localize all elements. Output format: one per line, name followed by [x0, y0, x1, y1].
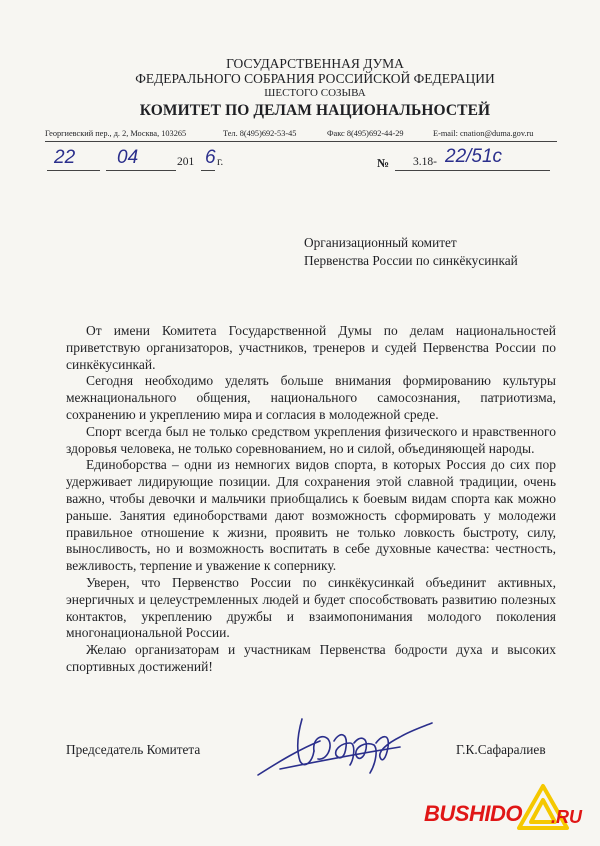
addressee-line-1: Организационный комитет: [304, 235, 457, 250]
date-month: 04: [117, 147, 139, 168]
body-paragraph: Единоборства – одни из немногих видов спорта, в которых Россия до сих пор удерживает лидирующие позиции. Для сохранения этой славной традиции, очень важно, чтобы девочки и мальчики приобщались к боевым видам спорта как можно раньше. Занятия единоборствами дают возможность сформировать у молодежи правильное отношение к жизни, проявить не только ловкость быстроту, силу, выносливость, но и возможность воспитать в себе духовные качества: честность, вежливость, терпение и уважение к сопернику.: [66, 457, 556, 574]
handwritten-signature: [250, 703, 440, 783]
committee-title: КОМИТЕТ ПО ДЕЛАМ НАЦИОНАЛЬНОСТЕЙ: [139, 102, 491, 119]
bushido-watermark: [424, 782, 600, 842]
letterhead-line-1: ГОСУДАРСТВЕННАЯ ДУМА: [226, 56, 404, 71]
body-paragraph: Сегодня необходимо уделять больше внимания формированию культуры межнационального общения, национального самосознания, патриотизма, сохранению и укреплению мира и согласия в молодежной среде.: [66, 373, 556, 422]
number-handwritten: 22/51с: [445, 146, 503, 167]
date-year-digit: 6: [205, 147, 216, 168]
contact-fax: Факс 8(495)692-44-29: [327, 129, 404, 138]
watermark-domain: .RU: [551, 807, 582, 827]
letterhead-divider: [45, 141, 557, 142]
body-paragraph: Уверен, что Первенство России по синкёкусинкай объединит активных, энергичных и целеустремленных людей и будет способствовать развитию полезных контактов, укреплению дружбы и взаимопонимания молодого поколения многонациональной России.: [66, 574, 556, 641]
watermark-brand: BUSHIDO: [424, 801, 522, 826]
body-paragraph: От имени Комитета Государственной Думы по делам национальностей приветствую организаторов, участников, тренеров и судей Первенства России по синкёкусинкай.: [66, 323, 556, 372]
date-suffix: г.: [217, 156, 224, 168]
signatory-name: Г.К.Сафаралиев: [456, 742, 546, 757]
date-day-underline: [47, 170, 100, 171]
date-month-underline: [106, 170, 176, 171]
contact-phone: Тел. 8(495)692-53-45: [223, 129, 297, 138]
letter-body: [66, 323, 556, 676]
date-day: 22: [54, 147, 76, 168]
date-year-underline: [201, 170, 215, 171]
contact-line: [45, 128, 560, 140]
contact-address: Георгиевский пер., д. 2, Москва, 103265: [45, 129, 187, 138]
signatory-title: Председатель Комитета: [66, 742, 201, 757]
date-year-prefix: 201: [177, 156, 195, 168]
letterhead-line-3: ШЕСТОГО СОЗЫВА: [264, 87, 366, 99]
body-paragraph: Желаю организаторам и участникам Первенства бодрости духа и высоких спортивных достижений!: [66, 642, 556, 674]
body-paragraph: Спорт всегда был не только средством укрепления физического и нравственного здоровья человека, не только соревнованием, но и силой, объединяющей народы.: [66, 423, 556, 456]
number-sign: №: [377, 156, 390, 170]
addressee-line-2: Первенства России по синкёкусинкай: [304, 253, 518, 268]
contact-email: E-mail: cnation@duma.gov.ru: [433, 129, 534, 138]
number-underline: [395, 170, 550, 171]
letterhead-line-2: ФЕДЕРАЛЬНОГО СОБРАНИЯ РОССИЙСКОЙ ФЕДЕРАЦИИ: [135, 71, 495, 86]
number-prefix: 3.18-: [413, 156, 437, 168]
